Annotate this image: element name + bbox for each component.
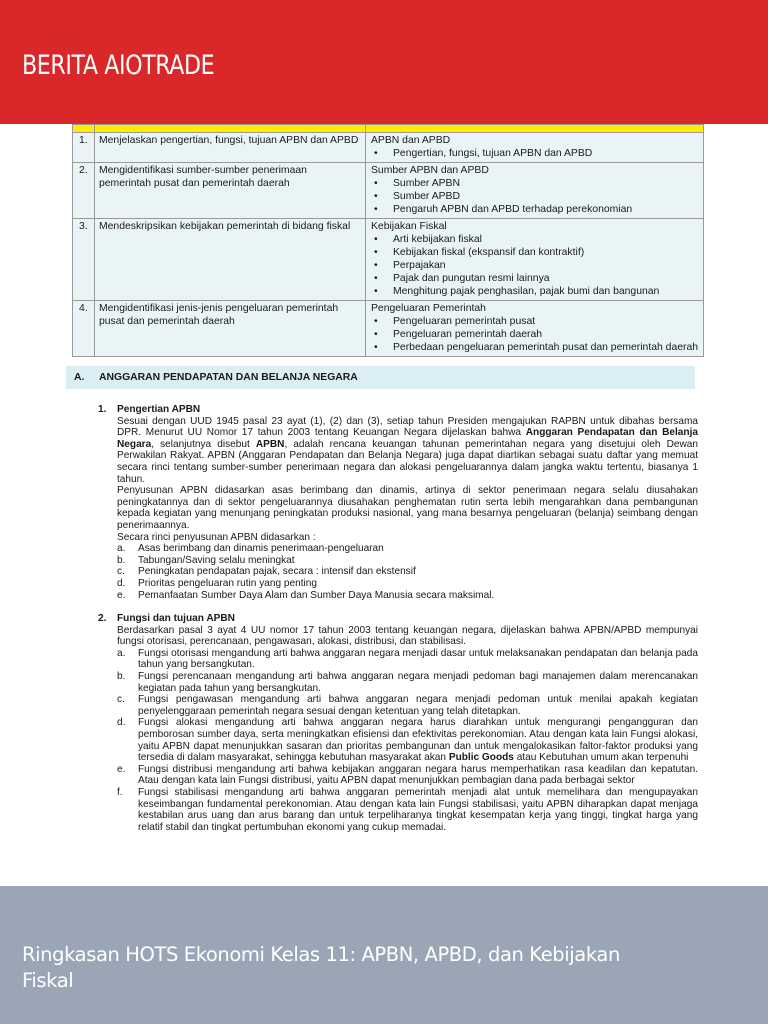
- list-marker: a.: [117, 543, 126, 555]
- bold-term: APBN: [255, 438, 285, 450]
- bold-term: Anggaran Pendapatan dan Belanja Negara: [117, 427, 698, 450]
- paragraph: [117, 416, 698, 486]
- bold-term: Public Goods: [448, 752, 514, 764]
- list-marker: e.: [117, 763, 126, 775]
- list-marker: b.: [117, 554, 126, 566]
- text-span: , selanjutnya disebut: [151, 438, 256, 450]
- material-item: • Pengeluaran pemerintah pusat: [371, 315, 699, 328]
- material-item: • Perpajakan: [371, 259, 699, 272]
- indicator-cell: Mengidentifikasi jenis-jenis pengeluaran pemerintah pusat dan pemerintah daerah: [95, 301, 366, 357]
- paragraph: Secara rinci penyusunan APBN didasarkan :: [117, 531, 316, 543]
- list-text: Peningkatan pendapatan pajak, secara : intensif dan ekstensif: [138, 566, 416, 578]
- principles-list: [117, 543, 698, 601]
- header-banner: [0, 0, 768, 124]
- material-cell: [366, 133, 704, 163]
- document-body: [98, 404, 698, 833]
- list-text: Prioritas pengeluaran rutin yang penting: [138, 577, 318, 589]
- list-item: [117, 590, 698, 602]
- list-marker: d.: [117, 717, 126, 729]
- subsection-title: Fungsi dan tujuan APBN: [117, 613, 235, 625]
- footer-banner: [0, 886, 768, 1024]
- list-item: [117, 543, 698, 555]
- functions-list: [117, 648, 698, 834]
- list-text: Fungsi distribusi mengandung arti bahwa kebijakan anggaran negara harus memperhatikan rasa keadilan dan kepatutan. Atau dengan kata lain Fungsi distribusi, yaitu APBN dapat menunjukkan pembagian dana pada berbagai sektor: [138, 763, 698, 787]
- list-marker: c.: [117, 566, 125, 578]
- list-item: [117, 717, 698, 763]
- list-text: Fungsi otorisasi mengandung arti bahwa anggaran negara menjadi dasar untuk melaksanakan pendapatan dan belanja pada tahun yang bersangkutan.: [138, 647, 698, 671]
- list-item: [117, 694, 698, 717]
- row-number: 2.: [73, 163, 95, 219]
- indicator-cell: Mendeskripsikan kebijakan pemerintah di bidang fiskal: [95, 219, 366, 301]
- list-text: Pemanfaatan Sumber Daya Alam dan Sumber Daya Manusia secara maksimal.: [138, 589, 495, 601]
- subsection-number: 1.: [98, 404, 107, 415]
- table-row: [73, 163, 704, 219]
- list-item: [117, 648, 698, 671]
- list-text: Tabungan/Saving selalu meningkat: [138, 554, 295, 566]
- article-title[interactable]: Ringkasan HOTS Ekonomi Kelas 11: APBN, APBD, dan Kebijakan Fiskal: [22, 943, 620, 992]
- table-row: [73, 133, 704, 163]
- material-title: Pengeluaran Pemerintah: [371, 303, 486, 314]
- table-row: [73, 219, 704, 301]
- material-item: • Sumber APBN: [371, 177, 699, 190]
- indicator-cell: Menjelaskan pengertian, fungsi, tujuan APBN dan APBD: [95, 133, 366, 163]
- row-number: 3.: [73, 219, 95, 301]
- subsection-heading: [98, 613, 698, 625]
- paragraph: Berdasarkan pasal 3 ayat 4 UU nomor 17 tahun 2003 tentang keuangan negara, dijelaskan bahwa APBN/APBD mempunyai fungsi otorisasi, perencanaan, pengawasan, alokasi, distribusi, dan stabilisasi.: [117, 624, 698, 648]
- material-item: • Pengertian, fungsi, tujuan APBN dan APBD: [371, 147, 699, 160]
- material-title: Sumber APBN dan APBD: [371, 165, 489, 176]
- list-marker: b.: [117, 671, 126, 683]
- section-title: ANGGARAN PENDAPATAN DAN BELANJA NEGARA: [99, 372, 358, 383]
- list-text: Asas berimbang dan dinamis penerimaan-pengeluaran: [138, 543, 384, 555]
- paragraph: Penyusunan APBN didasarkan asas berimbang dan dinamis, artinya di sektor penerimaan negara selalu diusahakan peningkatannya dan di sektor pengeluarannya diusahakan penghematan rutin serta lebih mengarahkan dana pembangunan kepada kegiatan yang menunjang peningkatan produksi nasional, yang mana besarnya pengeluaran (belanja) seimbang dengan penerimaannya.: [117, 485, 698, 531]
- list-item: [117, 578, 698, 590]
- table-row: [73, 301, 704, 357]
- material-item: • Pajak dan pungutan resmi lainnya: [371, 272, 699, 285]
- material-title: APBN dan APBD: [371, 135, 451, 146]
- list-item: [117, 787, 698, 833]
- material-cell: [366, 301, 704, 357]
- subsection-title: Pengertian APBN: [117, 404, 201, 415]
- list-item: [117, 555, 698, 567]
- list-text: Fungsi stabilisasi mengandung arti bahwa anggaran pemerintah menjadi alat untuk memelihara dan mengupayakan keseimbangan fundamental perekonomian. Atau dengan kata lain Fungsi stabilisasi, yaitu APBN diharapkan dapat menjaga kestabilan arus uang dan arus barang dan untuk terpeliharanya tingkat kesempatan kerja yang tinggi, tingkat harga yang relatif stabil dan tingkat pertumbuhan ekonomi yang cukup memadai.: [138, 787, 698, 833]
- section-letter: A.: [74, 372, 85, 383]
- material-cell: [366, 219, 704, 301]
- material-item: • Kebijakan fiskal (ekspansif dan kontraktif): [371, 246, 699, 259]
- row-number: 4.: [73, 301, 95, 357]
- list-text: Fungsi pengawasan mengandung arti bahwa anggaran negara menjadi pedoman untuk menilai apakah kegiatan penyelenggaraan pemerintah negara sesuai dengan ketentuan yang telah ditetapkan.: [138, 694, 698, 717]
- section-heading: [66, 366, 695, 389]
- material-item: • Pengaruh APBN dan APBD terhadap perekonomian: [371, 203, 699, 216]
- list-text: atau Kebutuhan umum akan terpenuhi: [513, 752, 689, 764]
- material-item: • Sumber APBD: [371, 190, 699, 203]
- document-page: [0, 124, 768, 886]
- list-text: Fungsi perencanaan mengandung arti bahwa anggaran negara menjadi pedoman bagi manajemen dalam merencanakan kegiatan pada tahun yang bersangkutan.: [138, 671, 698, 694]
- text-span: Sesuai dengan UUD 1945 pasal 23 ayat (1), (2) dan (3), setiap tahun Presiden mengajukan RAPBN untuk dibahas bersama DPR. Menurut UU Nomor 17 tahun 2003 tentang Keuangan Negara dijelaskan bahwa: [117, 415, 698, 439]
- list-marker: f.: [117, 787, 123, 798]
- list-text: Fungsi alokasi mengandung arti bahwa anggaran negara harus diarahkan untuk mengurangi pengangguran dan pemborosan sumber daya, serta meningkatkan efisiensi dan efektivitas perekonomian. Atau dengan kata lain Fungsi alokasi, yaitu APBN dapat menunjukkan sasaran dan prioritas pembangunan dan untuk mengalokasikan faltor-faktor produksi yang tersedia di dalam masyarakat, sehingga kebutuhan masyarakat akan: [138, 717, 698, 764]
- list-marker: e.: [117, 589, 126, 601]
- list-marker: c.: [117, 694, 125, 706]
- material-item: • Pengeluaran pemerintah daerah: [371, 328, 699, 341]
- objectives-table: [72, 124, 704, 357]
- material-item: • Arti kebijakan fiskal: [371, 233, 699, 246]
- table-header-row: [73, 125, 704, 133]
- list-item: [117, 764, 698, 787]
- material-item: • Menghitung pajak penghasilan, pajak bumi dan bangunan: [371, 285, 699, 298]
- material-item: • Perbedaan pengeluaran pemerintah pusat dan pemerintah daerah: [371, 341, 699, 354]
- indicator-cell: Mengidentifikasi sumber-sumber penerimaan pemerintah pusat dan pemerintah daerah: [95, 163, 366, 219]
- brand-title[interactable]: BERITA AIOTRADE: [22, 50, 215, 81]
- list-item: [117, 671, 698, 694]
- list-marker: a.: [117, 647, 126, 659]
- text-span: , adalah rencana keuangan tahunan pemerintahan negara yang disetujui oleh Dewan Perwakilan Rakyat. APBN (Anggaran Pendapatan dan Belanja Negara) juga dapat diartikan sebagai suatu daftar yang memuat secara rinci tentang sumber-sumber penerimaan negara dan alokasi pengeluarannya dalam jangka waktu tertentu, biasanya 1 tahun.: [117, 438, 698, 485]
- subsection-number: 2.: [98, 613, 107, 625]
- list-item: [117, 566, 698, 578]
- row-number: 1.: [73, 133, 95, 163]
- material-title: Kebijakan Fiskal: [371, 221, 447, 232]
- subsection-heading: [98, 404, 698, 416]
- list-marker: d.: [117, 577, 126, 589]
- material-cell: [366, 163, 704, 219]
